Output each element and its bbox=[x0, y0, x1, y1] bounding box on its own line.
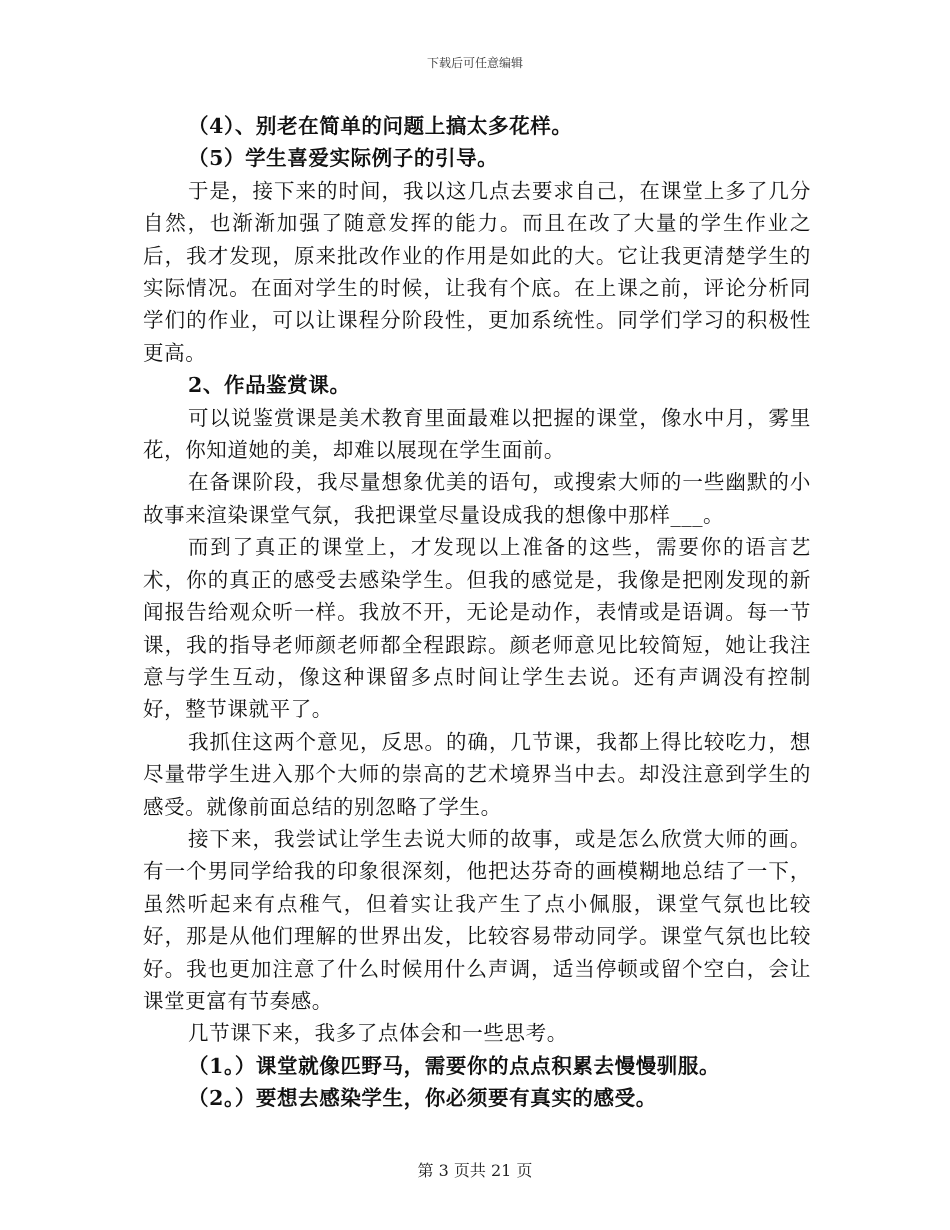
paragraph: 我抓住这两个意见，反思。的确，几节课，我都上得比较吃力，想尽量带学生进入那个大师的崇高的艺术境界当中去。却没注意到学生的感受。就像前面总结的别忽略了学生。 bbox=[143, 729, 811, 819]
paragraph: 接下来，我尝试让学生去说大师的故事，或是怎么欣赏大师的画。有一个男同学给我的印象很深刻，他把达芬奇的画模糊地总结了一下，虽然听起来有点稚气，但着实让我产生了点小佩服，课堂气氛也比较好，那是从他们理解的世界出发，比较容易带动同学。课堂气氛也比较好。我也更加注意了什么时候用什么声调，适当停顿或留个空白，会让课堂更富有节奏感。 bbox=[143, 826, 811, 1013]
paragraph: 而到了真正的课堂上，才发现以上准备的这些，需要你的语言艺术，你的真正的感受去感染学生。但我的感觉是，我像是把刚发现的新闻报告给观众听一样。我放不开，无论是动作，表情或是语调。每一节课，我的指导老师颜老师都全程跟踪。颜老师意见比较简短，她让我注意与学生互动，像这种课留多点时间让学生去说。还有声调没有控制好，整节课就平了。 bbox=[143, 535, 811, 722]
paragraph: 可以说鉴赏课是美术教育里面最难以把握的课堂，像水中月，雾里花，你知道她的美，却难以展现在学生面前。 bbox=[143, 405, 811, 463]
page-header: 下载后可任意编辑 bbox=[426, 56, 523, 70]
heading-point-1: （1。）课堂就像匹野马，需要你的点点积累去慢慢驯服。 bbox=[188, 1053, 721, 1078]
heading-point-2: （2。）要想去感染学生，你必须要有真实的感受。 bbox=[188, 1086, 657, 1111]
paragraph: 在备课阶段，我尽量想象优美的语句，或搜索大师的一些幽默的小故事来渲染课堂气氛，我把课堂尽量设成我的想像中那样___。 bbox=[143, 470, 811, 527]
paragraph: 于是，接下来的时间，我以这几点去要求自己，在课堂上多了几分自然，也渐渐加强了随意发挥的能力。而且在改了大量的学生作业之后，我才发现，原来批改作业的作用是如此的大。它让我更清楚学生的实际情况。在面对学生的时候，让我有个底。在上课之前，评论分析同学们的作业，可以让课程分阶段性，更加系统性。同学们学习的积极性更高。 bbox=[143, 178, 811, 365]
page-footer: 第 3 页共 21 页 bbox=[417, 1161, 533, 1180]
heading-point-5: （5）学生喜爱实际例子的引导。 bbox=[188, 146, 499, 171]
section-heading-appreciation: 2、作品鉴赏课。 bbox=[188, 373, 351, 398]
paragraph: 几节课下来，我多了点体会和一些思考。 bbox=[188, 1021, 568, 1046]
document-body bbox=[143, 110, 811, 1115]
heading-point-4: （4）、别老在简单的问题上搞太多花样。 bbox=[188, 114, 573, 138]
